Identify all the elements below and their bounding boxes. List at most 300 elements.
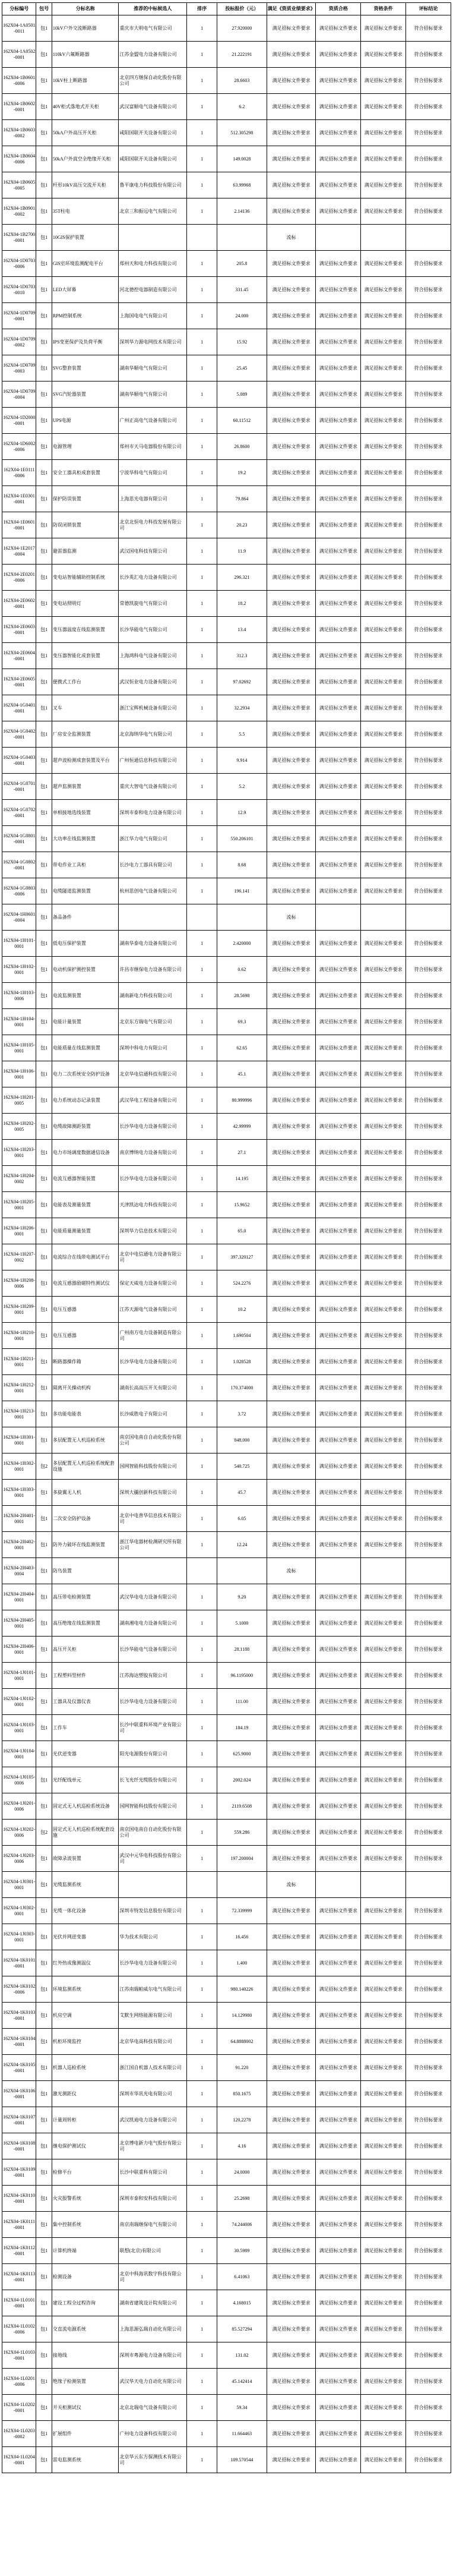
cell-lot-code: 162X04-1I0202-0005 bbox=[2, 1114, 36, 1140]
cell-package: 包1 bbox=[36, 2212, 52, 2238]
cell-conclusion: 符合招标要求 bbox=[406, 669, 451, 695]
cell-lot-code: 162X04-1G0801-0001 bbox=[2, 826, 36, 852]
cell-bid-price: 11.9 bbox=[217, 538, 267, 565]
cell-qualification-performance: 满足招标文件要求 bbox=[267, 591, 316, 617]
cell-package: 包1 bbox=[36, 1244, 52, 1270]
cell-package: 包1 bbox=[36, 1898, 52, 1924]
cell-qualification: 满足招标文件要求 bbox=[316, 695, 361, 721]
cell-bid-price: 8.68 bbox=[217, 852, 267, 878]
cell-lot-name: 变电站照明灯 bbox=[52, 591, 119, 617]
cell-qualification-performance: 满足招标文件要求 bbox=[267, 277, 316, 303]
cell-bid-price: 109.570544 bbox=[217, 2447, 267, 2473]
cell-lot-name: 变压器温度在线监测装置 bbox=[52, 617, 119, 643]
cell-lot-code: 162X04-1J0202-0006 bbox=[2, 1820, 36, 1846]
cell-lot-code: 162X04-1E0601-0001 bbox=[2, 512, 36, 538]
cell-bid-price: 0.62 bbox=[217, 957, 267, 983]
cell-package: 包1 bbox=[36, 1663, 52, 1689]
cell-lot-code: 162X04-1K0107-0001 bbox=[2, 2107, 36, 2133]
cell-bid-price: 59.34 bbox=[217, 2395, 267, 2421]
cell-conclusion: 符合招标要求 bbox=[406, 2029, 451, 2055]
cell-bid-price: 24.0000 bbox=[217, 2159, 267, 2186]
cell-lot-name: 防误闭锁装置 bbox=[52, 512, 119, 538]
cell-lot-code: 162X04-1L0102-0006 bbox=[2, 2316, 36, 2342]
cell-rank: 1 bbox=[187, 695, 217, 721]
cell-qualification: 满足招标文件要求 bbox=[316, 2290, 361, 2316]
cell-qualification: 满足招标文件要求 bbox=[316, 1480, 361, 1506]
cell-lot-code: 162X04-1I0301-0001 bbox=[2, 1427, 36, 1453]
cell-qualification: 满足招标文件要求 bbox=[316, 1270, 361, 1297]
header-rank: 排序 bbox=[187, 3, 217, 15]
cell-conclusion: 符合招标要求 bbox=[406, 251, 451, 277]
table-row bbox=[2, 1793, 451, 1820]
cell-candidate: 长沙华能电气有限公司 bbox=[119, 617, 187, 643]
cell-qualification-performance: 满足招标文件要求 bbox=[267, 2029, 316, 2055]
cell-eligibility: 满足招标文件要求 bbox=[361, 1793, 406, 1820]
cell-qualification-performance: 满足招标文件要求 bbox=[267, 1218, 316, 1244]
cell-eligibility: 满足招标文件要求 bbox=[361, 1846, 406, 1872]
cell-qualification: 满足招标文件要求 bbox=[316, 1218, 361, 1244]
cell-lot-name: 光缆监测系统 bbox=[52, 1872, 119, 1898]
cell-rank: 1 bbox=[187, 643, 217, 669]
cell-qualification: 满足招标文件要求 bbox=[316, 198, 361, 225]
cell-qualification-performance: 满足招标文件要求 bbox=[267, 2316, 316, 2342]
cell-rank: 1 bbox=[187, 617, 217, 643]
cell-rank: 1 bbox=[187, 1427, 217, 1453]
cell-eligibility: 满足招标文件要求 bbox=[361, 1480, 406, 1506]
cell-bid-price: 28.5698 bbox=[217, 983, 267, 1009]
cell-bid-price: 18.2 bbox=[217, 591, 267, 617]
cell-eligibility: 满足招标文件要求 bbox=[361, 774, 406, 800]
cell-qualification: 满足招标文件要求 bbox=[316, 800, 361, 826]
cell-conclusion: 符合招标要求 bbox=[406, 1218, 451, 1244]
cell-conclusion: 符合招标要求 bbox=[406, 1506, 451, 1532]
cell-qualification: 满足招标文件要求 bbox=[316, 1767, 361, 1793]
cell-qualification: 满足招标文件要求 bbox=[316, 748, 361, 774]
cell-lot-name: 电流互感器励磁特性测试仪 bbox=[52, 1270, 119, 1297]
cell-bid-price: 42.99999 bbox=[217, 1114, 267, 1140]
cell-lot-code: 162X04-1I0212-0001 bbox=[2, 1375, 36, 1401]
cell-lot-code: 162X04-1G0402-0001 bbox=[2, 721, 36, 748]
table-row bbox=[2, 852, 451, 878]
cell-rank bbox=[187, 225, 217, 251]
table-row bbox=[2, 1584, 451, 1610]
cell-lot-code: 162X04-1L0203-0002 bbox=[2, 2421, 36, 2447]
cell-conclusion: 符合招标要求 bbox=[406, 878, 451, 904]
cell-package: 包1 bbox=[36, 1323, 52, 1349]
cell-bid-price: 5.2 bbox=[217, 774, 267, 800]
cell-candidate: 浙江国自机器人技术有限公司 bbox=[119, 2055, 187, 2081]
cell-package: 包1 bbox=[36, 355, 52, 381]
cell-eligibility: 满足招标文件要求 bbox=[361, 2238, 406, 2264]
cell-lot-name: 电能计量装置 bbox=[52, 1009, 119, 1035]
header-qualification-performance: 满足《资质业绩要求》 bbox=[267, 3, 316, 15]
cell-qualification bbox=[316, 1558, 361, 1584]
cell-candidate: 北京海纳华电气有限公司 bbox=[119, 721, 187, 748]
cell-rank: 1 bbox=[187, 826, 217, 852]
cell-candidate: 浙江华力电气有限公司 bbox=[119, 826, 187, 852]
cell-conclusion: 符合招标要求 bbox=[406, 1035, 451, 1061]
cell-lot-name: GIS室环境监测配电平台 bbox=[52, 251, 119, 277]
cell-lot-name: 杆形10kV高压交流开关柜 bbox=[52, 172, 119, 198]
cell-bid-price: 170.374000 bbox=[217, 1375, 267, 1401]
cell-conclusion: 符合招标要求 bbox=[406, 1453, 451, 1480]
cell-qualification-performance: 满足招标文件要求 bbox=[267, 303, 316, 329]
table-row bbox=[2, 1950, 451, 1976]
cell-eligibility: 满足招标文件要求 bbox=[361, 303, 406, 329]
cell-candidate: 江苏金盟电力设备有限公司 bbox=[119, 42, 187, 68]
cell-eligibility: 满足招标文件要求 bbox=[361, 94, 406, 120]
cell-rank: 1 bbox=[187, 251, 217, 277]
table-row bbox=[2, 878, 451, 904]
cell-conclusion: 符合招标要求 bbox=[406, 2369, 451, 2395]
cell-lot-name: 机柜环境监控 bbox=[52, 2029, 119, 2055]
cell-rank: 1 bbox=[187, 1401, 217, 1427]
cell-qualification: 满足招标文件要求 bbox=[316, 591, 361, 617]
cell-rank: 1 bbox=[187, 931, 217, 957]
cell-conclusion bbox=[406, 1558, 451, 1584]
cell-rank: 1 bbox=[187, 2003, 217, 2029]
cell-qualification bbox=[316, 225, 361, 251]
cell-lot-name: 电缆隧道监测装置 bbox=[52, 878, 119, 904]
table-row bbox=[2, 460, 451, 486]
cell-bid-price: 9.20 bbox=[217, 1584, 267, 1610]
cell-qualification: 满足招标文件要求 bbox=[316, 1898, 361, 1924]
cell-rank: 1 bbox=[187, 983, 217, 1009]
cell-rank: 1 bbox=[187, 2055, 217, 2081]
table-row bbox=[2, 1898, 451, 1924]
cell-qualification-performance: 满足招标文件要求 bbox=[267, 2212, 316, 2238]
cell-eligibility: 满足招标文件要求 bbox=[361, 2133, 406, 2159]
cell-bid-price: 16.456 bbox=[217, 1924, 267, 1950]
cell-eligibility: 满足招标文件要求 bbox=[361, 2029, 406, 2055]
cell-bid-price: 6.05 bbox=[217, 1506, 267, 1532]
cell-package: 包1 bbox=[36, 277, 52, 303]
cell-conclusion: 符合招标要求 bbox=[406, 2055, 451, 2081]
cell-candidate: 北京北瑞电气设备有限公司 bbox=[119, 2395, 187, 2421]
cell-rank: 1 bbox=[187, 669, 217, 695]
table-row bbox=[2, 1009, 451, 1035]
cell-qualification-performance: 满足招标文件要求 bbox=[267, 2447, 316, 2473]
cell-conclusion: 符合招标要求 bbox=[406, 1976, 451, 2003]
cell-eligibility: 满足招标文件要求 bbox=[361, 1898, 406, 1924]
cell-conclusion: 符合招标要求 bbox=[406, 94, 451, 120]
cell-candidate: 郑州天和电力科技有限公司 bbox=[119, 251, 187, 277]
cell-package: 包1 bbox=[36, 748, 52, 774]
cell-lot-code: 162X04-1D0709-0004 bbox=[2, 381, 36, 408]
table-row bbox=[2, 2186, 451, 2212]
table-row bbox=[2, 826, 451, 852]
cell-rank: 1 bbox=[187, 2159, 217, 2186]
cell-eligibility: 满足招标文件要求 bbox=[361, 2186, 406, 2212]
cell-lot-code: 162X04-1I0106-0001 bbox=[2, 1061, 36, 1087]
cell-qualification: 满足招标文件要求 bbox=[316, 355, 361, 381]
cell-candidate: 北京博电新力电气股份有限公司 bbox=[119, 2133, 187, 2159]
cell-lot-code: 162X04-1J0103-0001 bbox=[2, 1715, 36, 1741]
cell-bid-price: 850.1675 bbox=[217, 2081, 267, 2107]
cell-conclusion: 符合招标要求 bbox=[406, 277, 451, 303]
cell-rank: 1 bbox=[187, 878, 217, 904]
cell-rank: 1 bbox=[187, 2447, 217, 2473]
cell-package: 包1 bbox=[36, 1192, 52, 1218]
cell-conclusion: 符合招标要求 bbox=[406, 1663, 451, 1689]
cell-qualification: 满足招标文件要求 bbox=[316, 434, 361, 460]
cell-bid-price: 27.920000 bbox=[217, 15, 267, 42]
cell-qualification-performance: 流标 bbox=[267, 904, 316, 931]
cell-lot-code: 162X04-1D0709-0001 bbox=[2, 303, 36, 329]
cell-qualification-performance: 流标 bbox=[267, 1558, 316, 1584]
table-row bbox=[2, 617, 451, 643]
cell-rank: 1 bbox=[187, 1035, 217, 1061]
cell-conclusion: 符合招标要求 bbox=[406, 2395, 451, 2421]
cell-package: 包1 bbox=[36, 1087, 52, 1114]
cell-qualification: 满足招标文件要求 bbox=[316, 852, 361, 878]
cell-qualification: 满足招标文件要求 bbox=[316, 1087, 361, 1114]
cell-qualification-performance: 满足招标文件要求 bbox=[267, 460, 316, 486]
cell-candidate: 北京中科海讯数字科技有限公司 bbox=[119, 2264, 187, 2290]
table-row bbox=[2, 1715, 451, 1741]
cell-qualification-performance: 满足招标文件要求 bbox=[267, 2107, 316, 2133]
cell-lot-code: 162X04-1E2017-0004 bbox=[2, 538, 36, 565]
cell-package: 包1 bbox=[36, 1558, 52, 1584]
cell-rank: 1 bbox=[187, 1453, 217, 1480]
cell-package: 包1 bbox=[36, 931, 52, 957]
table-row bbox=[2, 800, 451, 826]
table-row bbox=[2, 329, 451, 355]
cell-qualification-performance: 满足招标文件要求 bbox=[267, 2238, 316, 2264]
cell-package: 包1 bbox=[36, 68, 52, 94]
cell-candidate: 上海鸿科电气设备有限公司 bbox=[119, 643, 187, 669]
cell-eligibility: 满足招标文件要求 bbox=[361, 1689, 406, 1715]
table-row bbox=[2, 1820, 451, 1846]
cell-qualification: 满足招标文件要求 bbox=[316, 329, 361, 355]
table-row bbox=[2, 1453, 451, 1480]
cell-lot-name: 单相接地选线装置 bbox=[52, 800, 119, 826]
cell-qualification-performance: 满足招标文件要求 bbox=[267, 198, 316, 225]
table-row bbox=[2, 1218, 451, 1244]
cell-bid-price: 19.2 bbox=[217, 460, 267, 486]
cell-eligibility: 满足招标文件要求 bbox=[361, 434, 406, 460]
cell-candidate: 北京华电信通科技有限公司 bbox=[119, 1061, 187, 1087]
cell-lot-code: 162X04-1J0101-0001 bbox=[2, 1663, 36, 1689]
cell-candidate: 北京华云东方探测技术有限公司 bbox=[119, 2447, 187, 2473]
cell-qualification: 满足招标文件要求 bbox=[316, 1950, 361, 1976]
cell-qualification-performance: 满足招标文件要求 bbox=[267, 146, 316, 172]
cell-rank: 1 bbox=[187, 1349, 217, 1375]
cell-qualification-performance: 满足招标文件要求 bbox=[267, 1035, 316, 1061]
cell-qualification: 满足招标文件要求 bbox=[316, 878, 361, 904]
cell-package: 包1 bbox=[36, 538, 52, 565]
cell-candidate: 北京中电信通电力设备有限公司 bbox=[119, 1244, 187, 1270]
cell-eligibility: 满足招标文件要求 bbox=[361, 669, 406, 695]
cell-candidate: 浙江华电器材检测研究所有限公司 bbox=[119, 1532, 187, 1558]
cell-lot-code: 162X04-1B0603-0002 bbox=[2, 120, 36, 146]
cell-package: 包1 bbox=[36, 381, 52, 408]
cell-bid-price: 63.99968 bbox=[217, 172, 267, 198]
cell-candidate: 武汉华电电力设备有限公司 bbox=[119, 1584, 187, 1610]
cell-lot-code: 162X04-2E0603-0001 bbox=[2, 617, 36, 643]
cell-lot-name: 10GIS保护装置 bbox=[52, 225, 119, 251]
cell-rank: 1 bbox=[187, 774, 217, 800]
cell-rank: 1 bbox=[187, 2316, 217, 2342]
cell-package: 包1 bbox=[36, 408, 52, 434]
cell-qualification: 满足招标文件要求 bbox=[316, 381, 361, 408]
cell-qualification: 满足招标文件要求 bbox=[316, 1427, 361, 1453]
cell-eligibility: 满足招标文件要求 bbox=[361, 538, 406, 565]
cell-rank: 1 bbox=[187, 565, 217, 591]
cell-package: 包1 bbox=[36, 2290, 52, 2316]
cell-eligibility: 满足招标文件要求 bbox=[361, 643, 406, 669]
cell-eligibility: 满足招标文件要求 bbox=[361, 172, 406, 198]
cell-package: 包1 bbox=[36, 1401, 52, 1427]
table-row bbox=[2, 1689, 451, 1715]
table-row bbox=[2, 42, 451, 68]
cell-qualification-performance: 满足招标文件要求 bbox=[267, 1244, 316, 1270]
cell-rank: 1 bbox=[187, 1192, 217, 1218]
cell-lot-code: 162X04-1K0103-0001 bbox=[2, 2003, 36, 2029]
cell-bid-price: 2002.024 bbox=[217, 1767, 267, 1793]
cell-bid-price: 312.3 bbox=[217, 643, 267, 669]
cell-qualification-performance: 满足招标文件要求 bbox=[267, 1610, 316, 1637]
cell-conclusion: 符合招标要求 bbox=[406, 1192, 451, 1218]
cell-qualification-performance: 满足招标文件要求 bbox=[267, 1166, 316, 1192]
cell-rank: 1 bbox=[187, 748, 217, 774]
cell-candidate: 广州南方电力设备制造有限公司 bbox=[119, 1323, 187, 1349]
cell-rank: 1 bbox=[187, 1375, 217, 1401]
cell-qualification-performance: 满足招标文件要求 bbox=[267, 1323, 316, 1349]
cell-candidate: 武汉富顺电气设备有限公司 bbox=[119, 94, 187, 120]
cell-rank: 1 bbox=[187, 1715, 217, 1741]
table-row bbox=[2, 381, 451, 408]
cell-lot-name: SVG整套装置 bbox=[52, 355, 119, 381]
cell-lot-name: 防外力破坏在线监测装置 bbox=[52, 1532, 119, 1558]
cell-conclusion: 符合招标要求 bbox=[406, 198, 451, 225]
cell-candidate: 长沙威胜电子有限公司 bbox=[119, 1401, 187, 1427]
table-row bbox=[2, 1427, 451, 1453]
table-row bbox=[2, 695, 451, 721]
cell-lot-code: 162X04-1I0210-0001 bbox=[2, 1323, 36, 1349]
cell-lot-code: 162X04-2E0602-0001 bbox=[2, 591, 36, 617]
cell-qualification: 满足招标文件要求 bbox=[316, 1663, 361, 1689]
cell-candidate: 湖南华泰电力设备有限公司 bbox=[119, 931, 187, 957]
cell-candidate: 广州电力设备科技有限公司 bbox=[119, 2421, 187, 2447]
cell-candidate: 湖南华顺电气有限公司 bbox=[119, 355, 187, 381]
cell-candidate: 深圳市泰和安科技有限公司 bbox=[119, 2186, 187, 2212]
header-qualification: 资质合格 bbox=[316, 3, 361, 15]
cell-conclusion: 符合招标要求 bbox=[406, 2081, 451, 2107]
cell-qualification: 满足招标文件要求 bbox=[316, 2316, 361, 2342]
cell-rank: 1 bbox=[187, 15, 217, 42]
cell-candidate: 南京南瑞继保电气有限公司 bbox=[119, 2212, 187, 2238]
cell-lot-name: 工程塑料型材件 bbox=[52, 1663, 119, 1689]
cell-eligibility: 满足招标文件要求 bbox=[361, 1584, 406, 1610]
cell-package: 包1 bbox=[36, 251, 52, 277]
cell-package: 包1 bbox=[36, 1689, 52, 1715]
cell-lot-code: 162X04-2I0402-0001 bbox=[2, 1532, 36, 1558]
cell-lot-name: 超声监测装置 bbox=[52, 774, 119, 800]
cell-package: 包1 bbox=[36, 1009, 52, 1035]
cell-qualification: 满足招标文件要求 bbox=[316, 172, 361, 198]
cell-lot-code: 162X04-1G0701-0001 bbox=[2, 774, 36, 800]
table-row bbox=[2, 1401, 451, 1427]
cell-rank: 1 bbox=[187, 172, 217, 198]
cell-package: 包1 bbox=[36, 2029, 52, 2055]
cell-qualification-performance: 满足招标文件要求 bbox=[267, 1846, 316, 1872]
cell-eligibility: 满足招标文件要求 bbox=[361, 1637, 406, 1663]
cell-package: 包1 bbox=[36, 1035, 52, 1061]
cell-package: 包1 bbox=[36, 1114, 52, 1140]
cell-candidate: 上海思源弘瑞自动化有限公司 bbox=[119, 2316, 187, 2342]
cell-conclusion: 符合招标要求 bbox=[406, 1689, 451, 1715]
cell-candidate: 湖南省建筑设计院有限公司 bbox=[119, 2290, 187, 2316]
cell-package: 包1 bbox=[36, 1715, 52, 1741]
cell-bid-price: 2119.6508 bbox=[217, 1793, 267, 1820]
cell-rank: 1 bbox=[187, 2395, 217, 2421]
cell-eligibility: 满足招标文件要求 bbox=[361, 1401, 406, 1427]
cell-conclusion: 符合招标要求 bbox=[406, 408, 451, 434]
cell-lot-name: 机房空调 bbox=[52, 2003, 119, 2029]
table-row bbox=[2, 1375, 451, 1401]
cell-lot-name: 电力市场调度数据通信设备 bbox=[52, 1140, 119, 1166]
cell-candidate: 广州正高电气设备有限公司 bbox=[119, 408, 187, 434]
cell-eligibility: 满足招标文件要求 bbox=[361, 1427, 406, 1453]
cell-qualification-performance: 满足招标文件要求 bbox=[267, 1584, 316, 1610]
cell-rank: 1 bbox=[187, 721, 217, 748]
table-row bbox=[2, 486, 451, 512]
cell-conclusion: 符合招标要求 bbox=[406, 2447, 451, 2473]
cell-lot-code: 162X04-2E0201-0006 bbox=[2, 565, 36, 591]
table-row bbox=[2, 2212, 451, 2238]
cell-rank: 1 bbox=[187, 1820, 217, 1846]
cell-qualification: 满足招标文件要求 bbox=[316, 931, 361, 957]
cell-conclusion: 符合招标要求 bbox=[406, 565, 451, 591]
cell-bid-price: 205.8 bbox=[217, 251, 267, 277]
cell-conclusion: 符合招标要求 bbox=[406, 774, 451, 800]
cell-eligibility: 满足招标文件要求 bbox=[361, 852, 406, 878]
table-row bbox=[2, 1140, 451, 1166]
cell-eligibility: 满足招标文件要求 bbox=[361, 408, 406, 434]
cell-conclusion: 符合招标要求 bbox=[406, 303, 451, 329]
cell-candidate: 华为技术有限公司 bbox=[119, 1924, 187, 1950]
cell-conclusion: 符合招标要求 bbox=[406, 1375, 451, 1401]
cell-qualification-performance: 满足招标文件要求 bbox=[267, 669, 316, 695]
cell-candidate: 联想(北京)有限公司 bbox=[119, 2238, 187, 2264]
cell-lot-code: 162X04-1I0105-0001 bbox=[2, 1035, 36, 1061]
cell-bid-price: 25.45 bbox=[217, 355, 267, 381]
cell-conclusion: 符合招标要求 bbox=[406, 15, 451, 42]
cell-candidate: 湖南长高高压开关有限公司 bbox=[119, 1375, 187, 1401]
cell-eligibility: 满足招标文件要求 bbox=[361, 120, 406, 146]
cell-lot-name: 交直流电源系统 bbox=[52, 2316, 119, 2342]
cell-package: 包1 bbox=[36, 146, 52, 172]
cell-qualification: 满足招标文件要求 bbox=[316, 1009, 361, 1035]
cell-eligibility: 满足招标文件要求 bbox=[361, 1087, 406, 1114]
cell-lot-name: 40V柜式落地式开关柜 bbox=[52, 94, 119, 120]
table-row bbox=[2, 1872, 451, 1898]
cell-qualification: 满足招标文件要求 bbox=[316, 2238, 361, 2264]
cell-lot-name: RPM控制系统 bbox=[52, 303, 119, 329]
cell-qualification: 满足招标文件要求 bbox=[316, 826, 361, 852]
cell-lot-name: 计量周转柜 bbox=[52, 2107, 119, 2133]
cell-lot-name: 工作车 bbox=[52, 1715, 119, 1741]
cell-lot-name: 多层配置无人机巡检系统配套设施 bbox=[52, 1453, 119, 1480]
cell-qualification: 满足招标文件要求 bbox=[316, 2264, 361, 2290]
cell-qualification: 满足招标文件要求 bbox=[316, 2212, 361, 2238]
cell-qualification-performance: 满足招标文件要求 bbox=[267, 1715, 316, 1741]
cell-lot-code: 162X04-1H0601-0004 bbox=[2, 904, 36, 931]
cell-conclusion: 符合招标要求 bbox=[406, 591, 451, 617]
cell-rank: 1 bbox=[187, 1793, 217, 1820]
cell-lot-code: 162X04-1J0203-0006 bbox=[2, 1846, 36, 1872]
